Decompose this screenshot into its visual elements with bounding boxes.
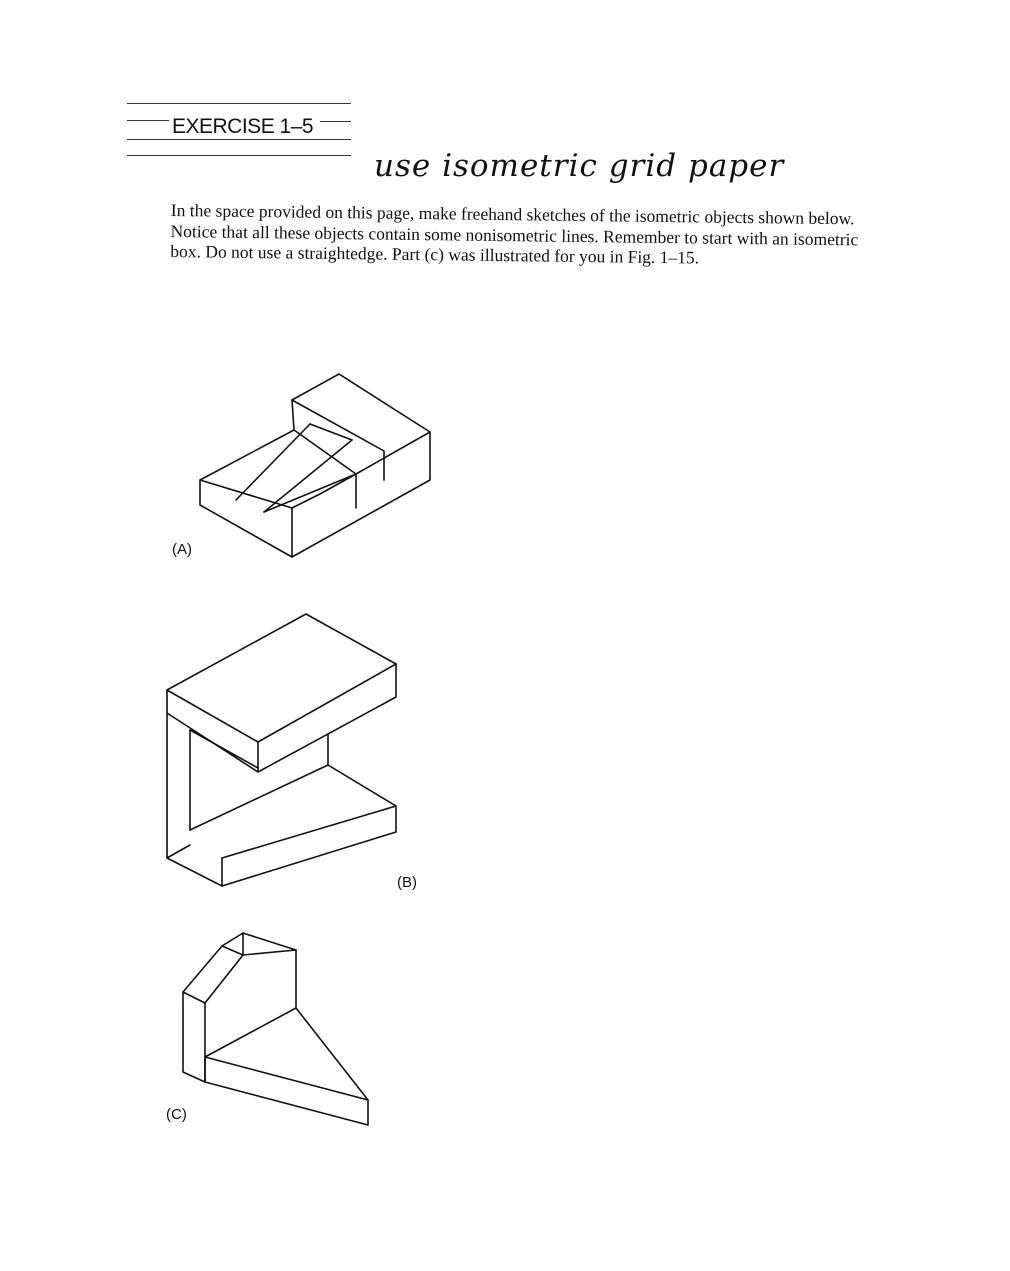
- object-c-back-profile: [183, 933, 296, 1008]
- figure-label-c: (C): [166, 1106, 187, 1123]
- handwritten-note: use isometric grid paper: [374, 148, 785, 184]
- object-c-triangle-top: [205, 1008, 368, 1100]
- figure-label-b: (B): [397, 874, 417, 891]
- object-c-triangle-front: [205, 1057, 368, 1125]
- figure-label-a: (A): [172, 541, 192, 558]
- exercise-title: EXERCISE 1–5: [172, 115, 314, 138]
- object-c-chamfer: [183, 933, 243, 1003]
- object-c-chamfer-edge: [222, 946, 243, 955]
- object-c-front-column: [183, 992, 205, 1082]
- object-c-chamfer-top: [243, 950, 296, 955]
- instructions-text: In the space provided on this page, make freehand sketches of the isometric objects shown below. Notice that all these objects contain some nonisometric lines. Remember to start with an isometric box. Do not use a straightedge. Part (c) was illustrated for you in Fig. 1–15.: [170, 200, 859, 268]
